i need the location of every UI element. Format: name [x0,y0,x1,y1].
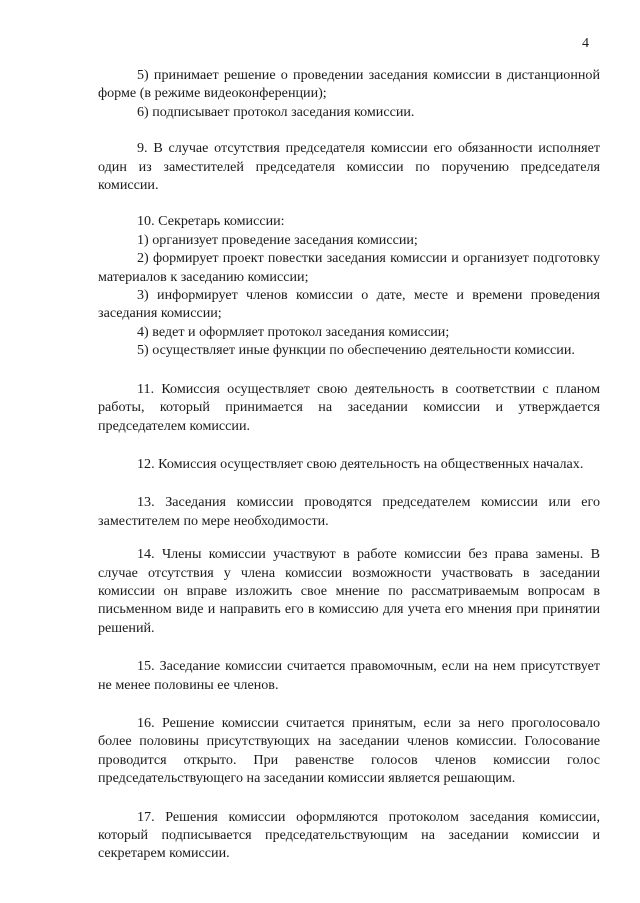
paragraph-11: 11. Комиссия осуществляет свою деятельность в соответствии с планом работы, который принимается на заседании комиссии и утверждается председателем комиссии. [98,380,600,434]
paragraph-13: 13. Заседания комиссии проводятся председателем комиссии или его заместителем по мере необходимости. [98,494,600,529]
paragraph-14: 14. Члены комиссии участвуют в работе комиссии без права замены. В случае отсутствия у члена комиссии возможности участвовать в заседании комиссии он вправе изложить свое мнение по рассматриваемым вопросам в письменном виде и направить его в комиссию для учета его мнения при принятии решений. [98,546,600,636]
page-number: 4 [582,36,589,51]
paragraph-12: 12. Комиссия осуществляет свою деятельность на общественных началах. [137,455,584,472]
paragraph-item-6: 6) подписывает протокол заседания комиссии. [137,103,415,120]
paragraph-10-item-3: 3) информирует членов комиссии о дате, месте и времени проведения заседания комиссии; [98,287,600,322]
paragraph-9: 9. В случае отсутствия председателя комиссии его обязанности исполняет один из заместителей председателя комиссии по поручению председателя комиссии. [98,140,600,194]
paragraph-10-item-1: 1) организует проведение заседания комиссии; [137,231,418,248]
paragraph-10-item-2: 2) формирует проект повестки заседания комиссии и организует подготовку материалов к заседанию комиссии; [98,250,600,285]
paragraph-15: 15. Заседание комиссии считается правомочным, если на нем присутствует не менее половины ее членов. [98,658,600,693]
document-body [98,66,600,863]
paragraph-10-item-4: 4) ведет и оформляет протокол заседания комиссии; [137,323,450,340]
paragraph-17: 17. Решения комиссии оформляются протоколом заседания комиссии, который подписывается председательствующим на заседании комиссии и секретарем комиссии. [98,808,600,862]
paragraph-10-heading: 10. Секретарь комиссии: [137,213,285,230]
paragraph-10-item-5: 5) осуществляет иные функции по обеспечению деятельности комиссии. [137,342,575,359]
paragraph-item-5: 5) принимает решение о проведении заседания комиссии в дистанционной форме (в режиме видеоконференции); [98,67,600,102]
paragraph-16: 16. Решение комиссии считается принятым, если за него проголосовало более половины присутствующих на заседании членов комиссии. Голосование проводится открыто. При равенстве голосов членов комиссии голос председательствующего на заседании комиссии является решающим. [98,714,600,787]
